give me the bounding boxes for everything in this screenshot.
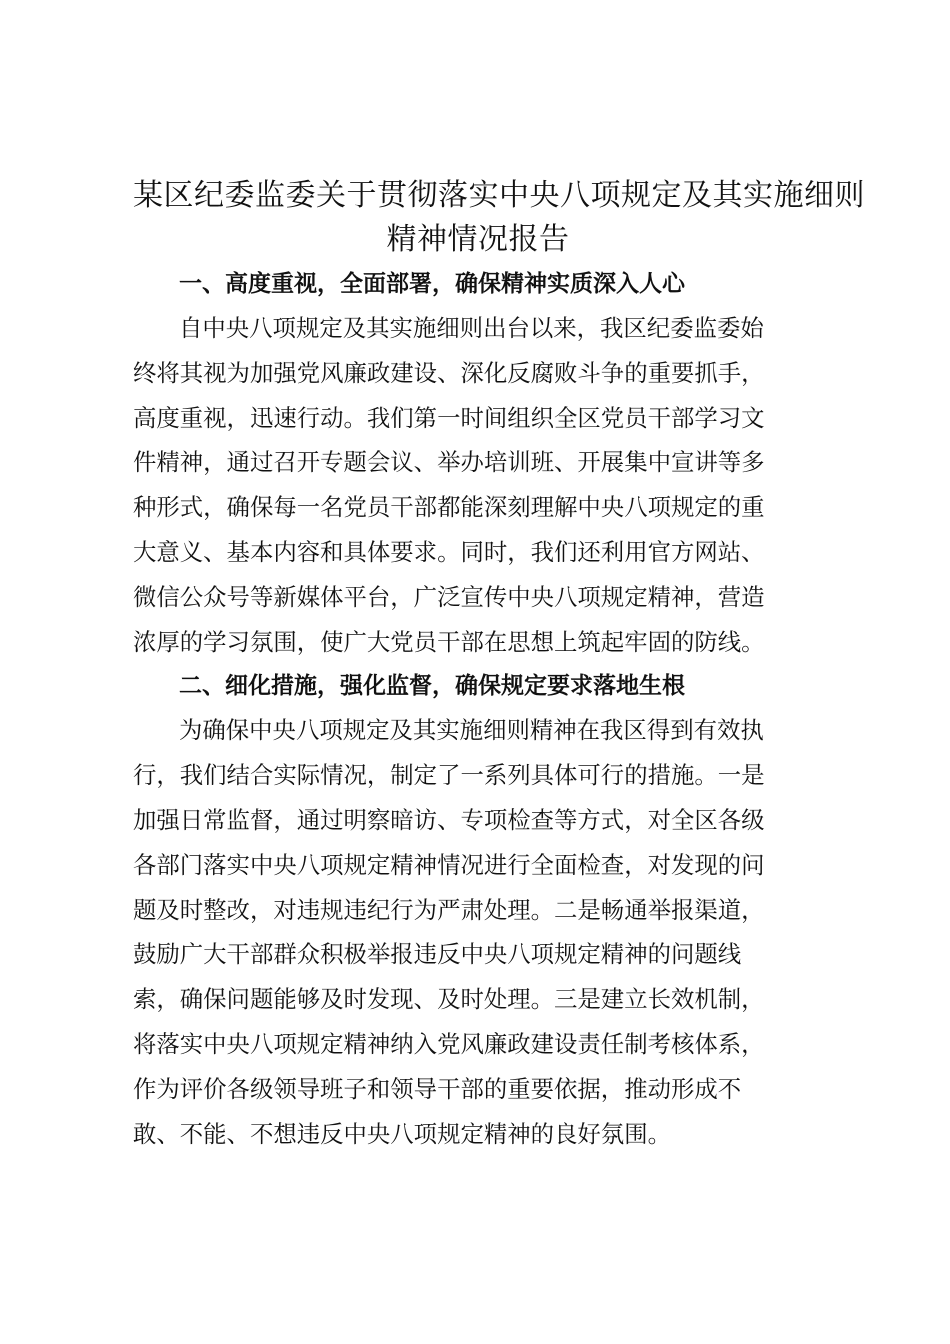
title-line-2: 精神情况报告: [386, 222, 570, 257]
paragraph-line: 高度重视，迅速行动。我们第一时间组织全区党员干部学习文: [133, 403, 765, 432]
paragraph-line: 终将其视为加强党风廉政建设、深化反腐败斗争的重要抓手，: [133, 358, 765, 387]
section-heading-2: 二、细化措施，强化监督，确保规定要求落地生根: [179, 673, 685, 700]
paragraph-line: 种形式，确保每一名党员干部都能深刻理解中央八项规定的重: [133, 493, 765, 522]
paragraph-line: 微信公众号等新媒体平台，广泛宣传中央八项规定精神，营造: [133, 582, 765, 611]
paragraph-line: 各部门落实中央八项规定精神情况进行全面检查，对发现的问: [133, 850, 765, 879]
paragraph-line: 大意义、基本内容和具体要求。同时，我们还利用官方网站、: [133, 537, 765, 566]
section-1-paragraph: [133, 306, 823, 664]
paragraph-line: 将落实中央八项规定精神纳入党风廉政建设责任制考核体系，: [133, 1029, 765, 1058]
section-2-paragraph: [133, 708, 823, 1156]
paragraph-line: 件精神，通过召开专题会议、举办培训班、开展集中宣讲等多: [133, 448, 765, 477]
document-title: [133, 174, 865, 262]
paragraph-line: 作为评价各级领导班子和领导干部的重要依据，推动形成不: [133, 1074, 742, 1103]
paragraph-line: 自中央八项规定及其实施细则出台以来，我区纪委监委始: [179, 314, 764, 342]
paragraph-line: 加强日常监督，通过明察暗访、专项检查等方式，对全区各级: [133, 805, 765, 834]
paragraph-line: 为确保中央八项规定及其实施细则精神在我区得到有效执: [179, 716, 764, 745]
document-body: [133, 174, 865, 1156]
paragraph-line: 敢、不能、不想违反中央八项规定精神的良好氛围。: [133, 1119, 671, 1148]
paragraph-line: 索，确保问题能够及时发现、及时处理。三是建立长效机制，: [133, 985, 765, 1014]
section-heading-1: 一、高度重视，全面部署，确保精神实质深入人心: [179, 271, 685, 297]
paragraph-line: 浓厚的学习氛围，使广大党员干部在思想上筑起牢固的防线。: [133, 627, 765, 656]
paragraph-line: 题及时整改，对违规违纪行为严肃处理。二是畅通举报渠道，: [133, 895, 765, 924]
paragraph-line: 行，我们结合实际情况，制定了一系列具体可行的措施。一是: [133, 761, 765, 790]
title-line-1: 某区纪委监委关于贯彻落实中央八项规定及其实施细则: [133, 178, 865, 213]
paragraph-line: 鼓励广大干部群众积极举报违反中央八项规定精神的问题线: [133, 940, 742, 969]
